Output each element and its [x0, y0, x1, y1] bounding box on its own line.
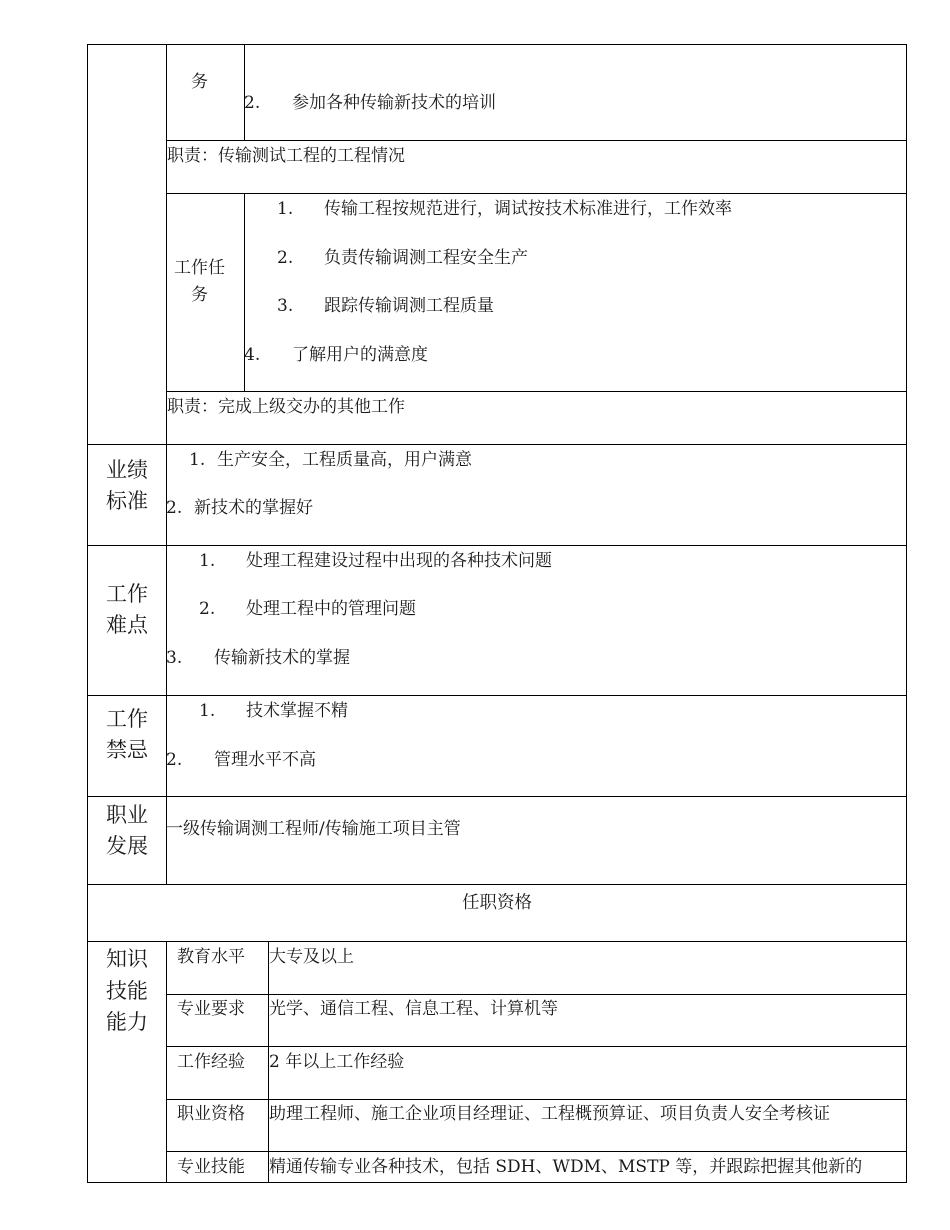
row-divider — [166, 1099, 907, 1100]
list-item-number: 1. — [199, 701, 216, 721]
list-item-text: 新技术的掌握好 — [194, 498, 313, 518]
performance-label-line-2: 标准 — [106, 489, 148, 513]
qualification-row-value: 2 年以上工作经验 — [269, 1052, 405, 1072]
qualification-row-label: 教育水平 — [177, 947, 245, 967]
list-item-number: 2. — [244, 93, 261, 113]
difficulties-label-line-2: 难点 — [106, 613, 148, 637]
list-item-text: 参加各种传输新技术的培训 — [292, 93, 496, 113]
qualification-row-label: 职业资格 — [177, 1104, 245, 1124]
row-divider — [166, 994, 907, 995]
list-item-number: 2. — [277, 248, 294, 268]
list-item-number: 1. — [199, 551, 216, 571]
row-divider — [166, 1046, 907, 1047]
qualification-row-value: 大专及以上 — [269, 947, 354, 967]
duty-heading: 职责：完成上级交办的其他工作 — [167, 397, 405, 417]
job-description-table — [87, 44, 907, 1183]
taboos-label-line-2: 禁忌 — [106, 738, 148, 762]
qualification-row-label: 工作经验 — [177, 1052, 245, 1072]
duty-heading: 职责：传输测试工程的工程情况 — [167, 146, 405, 166]
row-divider — [166, 193, 907, 194]
table-border-right — [906, 44, 907, 1183]
row-divider — [87, 444, 907, 445]
list-item-text: 了解用户的满意度 — [292, 345, 428, 365]
list-item-text: 传输工程按规范进行，调试按技术标准进行，工作效率 — [324, 199, 732, 219]
qualification-row-value: 助理工程师、施工企业项目经理证、工程概预算证、项目负责人安全考核证 — [269, 1104, 830, 1124]
performance-label-line-1: 业绩 — [106, 458, 148, 482]
career-label-line-2: 发展 — [106, 834, 148, 858]
list-item-text: 跟踪传输调测工程质量 — [324, 296, 494, 316]
career-path: 一级传输调测工程师/传输施工项目主管 — [166, 819, 461, 839]
qualifications-title: 任职资格 — [462, 893, 532, 913]
row-divider — [87, 695, 907, 696]
list-item-number: 1. — [189, 450, 206, 470]
qualification-label-line-3: 能力 — [106, 1010, 148, 1034]
list-item-text: 技术掌握不精 — [246, 701, 348, 721]
list-item-number: 2. — [166, 498, 183, 518]
qualification-row-label: 专业要求 — [177, 999, 245, 1019]
list-item-number: 2. — [166, 750, 183, 770]
row-divider — [87, 796, 907, 797]
list-item-number: 1. — [277, 199, 294, 219]
row-divider — [87, 941, 907, 942]
qualification-row-value: 精通传输专业各种技术，包括 SDH、WDM、MSTP 等，并跟踪把握其他新的 — [269, 1157, 863, 1177]
row-divider — [166, 391, 907, 392]
row-divider — [166, 140, 907, 141]
list-item-text: 传输新技术的掌握 — [214, 648, 350, 668]
list-item-text: 管理水平不高 — [214, 750, 316, 770]
difficulties-label-line-1: 工作 — [106, 582, 148, 606]
career-label-line-1: 职业 — [106, 803, 148, 827]
list-item-text: 生产安全，工程质量高，用户满意 — [217, 450, 472, 470]
row-divider — [166, 1151, 907, 1152]
row-divider — [87, 545, 907, 546]
row-divider — [87, 884, 907, 885]
list-item-number: 4. — [244, 345, 261, 365]
table-border-left — [87, 44, 88, 1183]
list-item-number: 3. — [277, 296, 294, 316]
table-border-top — [87, 44, 907, 45]
qualification-row-value: 光学、通信工程、信息工程、计算机等 — [269, 999, 558, 1019]
list-item-text: 处理工程建设过程中出现的各种技术问题 — [246, 551, 552, 571]
list-item-text: 处理工程中的管理问题 — [246, 599, 416, 619]
qualification-label-divider — [166, 941, 167, 1183]
task-label-divider-1 — [244, 44, 245, 140]
taboos-label-line-1: 工作 — [106, 707, 148, 731]
list-item-text: 负责传输调测工程安全生产 — [324, 248, 528, 268]
task-label-line-1: 工作任 — [174, 258, 225, 278]
task-label-tail: 务 — [191, 72, 208, 92]
list-item-number: 2. — [199, 599, 216, 619]
list-item-number: 3. — [166, 648, 183, 668]
task-label-line-2: 务 — [191, 285, 208, 305]
qualification-label-line-2: 技能 — [106, 979, 148, 1003]
table-border-bottom — [87, 1182, 907, 1183]
qualification-row-label: 专业技能 — [177, 1157, 245, 1177]
qualification-label-line-1: 知识 — [106, 947, 148, 971]
